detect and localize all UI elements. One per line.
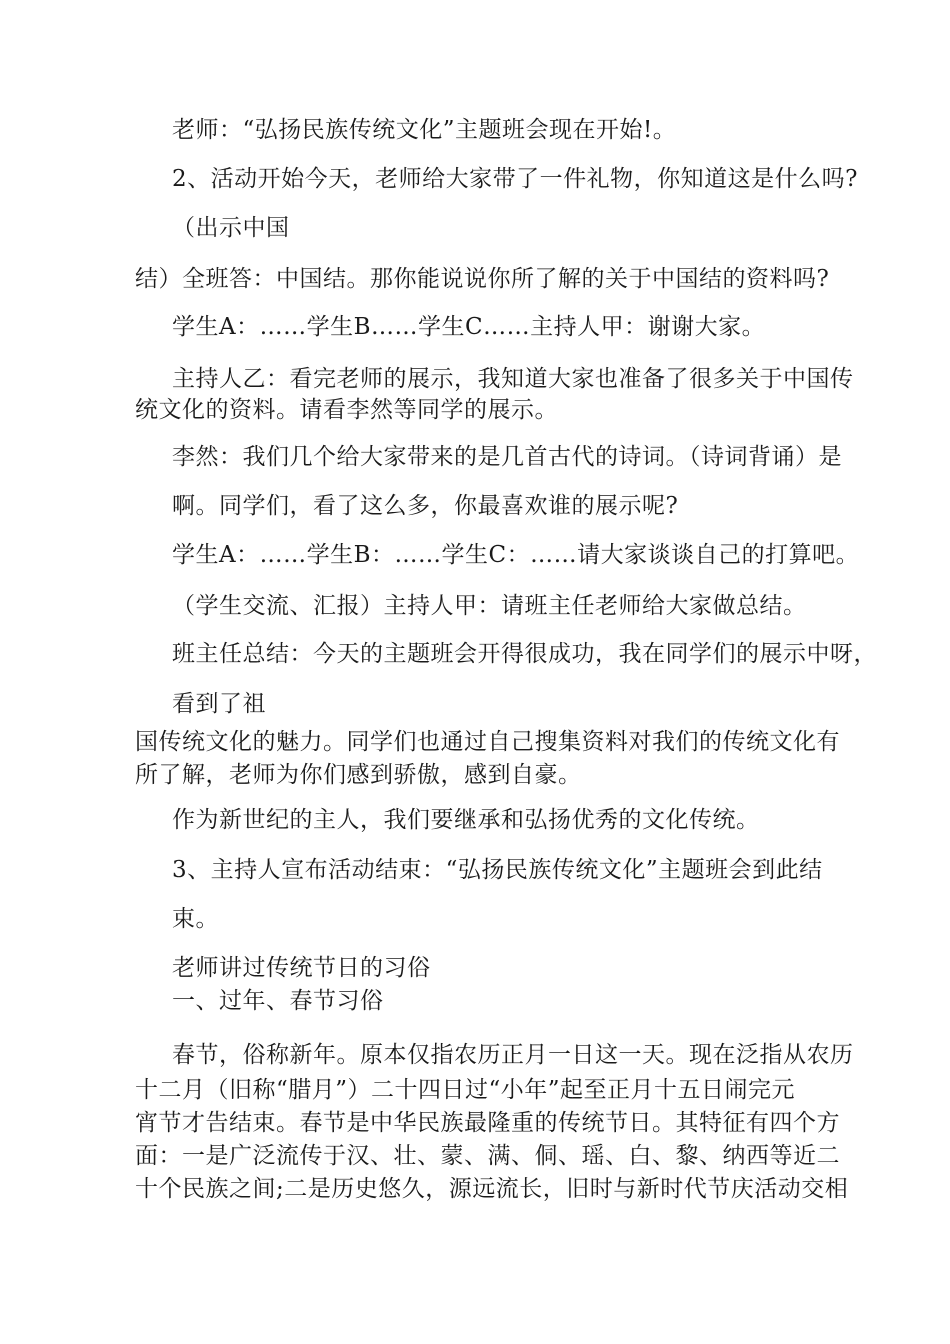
paragraph-line: 学生A：……学生B……学生C……主持人甲：谢谢大家。 — [172, 314, 766, 340]
paragraph-line: 所了解，老师为你们感到骄傲，感到自豪。 — [135, 762, 582, 788]
paragraph-line: 3、主持人宣布活动结束：“弘扬民族传统文化”主题班会到此结 — [172, 857, 823, 883]
paragraph-line: （出示中国 — [172, 215, 290, 241]
paragraph-line: 束。 — [172, 906, 219, 932]
paragraph-line: 统文化的资料。请看李然等同学的展示。 — [135, 397, 558, 423]
paragraph-line: 李然：我们几个给大家带来的是几首古代的诗词。（诗词背诵）是 — [172, 444, 842, 470]
paragraph-line: 班主任总结：今天的主题班会开得很成功，我在同学们的展示中呀， — [172, 641, 877, 667]
paragraph-line: 啊。同学们，看了这么多，你最喜欢谁的展示呢? — [172, 493, 679, 519]
section-heading: 一、过年、春节习俗 — [172, 988, 384, 1014]
paragraph-line: 十二月（旧称“腊月”）二十四日过“小年”起至正月十五日闹完元 — [135, 1077, 796, 1103]
paragraph-line: 春节，俗称新年。原本仅指农历正月一日这一天。现在泛指从农历 — [172, 1042, 854, 1068]
paragraph-line: 学生A：……学生B：……学生C：……请大家谈谈自己的打算吧。 — [172, 542, 860, 568]
paragraph-line: （学生交流、汇报）主持人甲：请班主任老师给大家做总结。 — [172, 593, 807, 619]
heading-line: 老师讲过传统节日的习俗 — [172, 955, 431, 981]
paragraph-line: 宵节才告结束。春节是中华民族最隆重的传统节日。其特征有四个方 — [135, 1110, 840, 1136]
paragraph-line: 结）全班答：中国结。那你能说说你所了解的关于中国结的资料吗? — [135, 266, 830, 292]
paragraph-line: 作为新世纪的主人，我们要继承和弘扬优秀的文化传统。 — [172, 807, 760, 833]
paragraph-line: 国传统文化的魅力。同学们也通过自己搜集资料对我们的传统文化有 — [135, 729, 840, 755]
paragraph-line: 看到了祖 — [172, 691, 266, 717]
paragraph-line: 面：一是广泛流传于汉、壮、蒙、满、侗、瑶、白、黎、纳西等近二 — [135, 1143, 840, 1169]
paragraph-line: 老师：“弘扬民族传统文化”主题班会现在开始!。 — [172, 117, 677, 143]
paragraph-line: 主持人乙：看完老师的展示，我知道大家也准备了很多关于中国传 — [172, 366, 854, 392]
paragraph-line: 十个民族之间;二是历史悠久，源远流长，旧时与新时代节庆活动交相 — [135, 1176, 849, 1202]
paragraph-line: 2、活动开始今天，老师给大家带了一件礼物，你知道这是什么吗? — [172, 166, 858, 192]
